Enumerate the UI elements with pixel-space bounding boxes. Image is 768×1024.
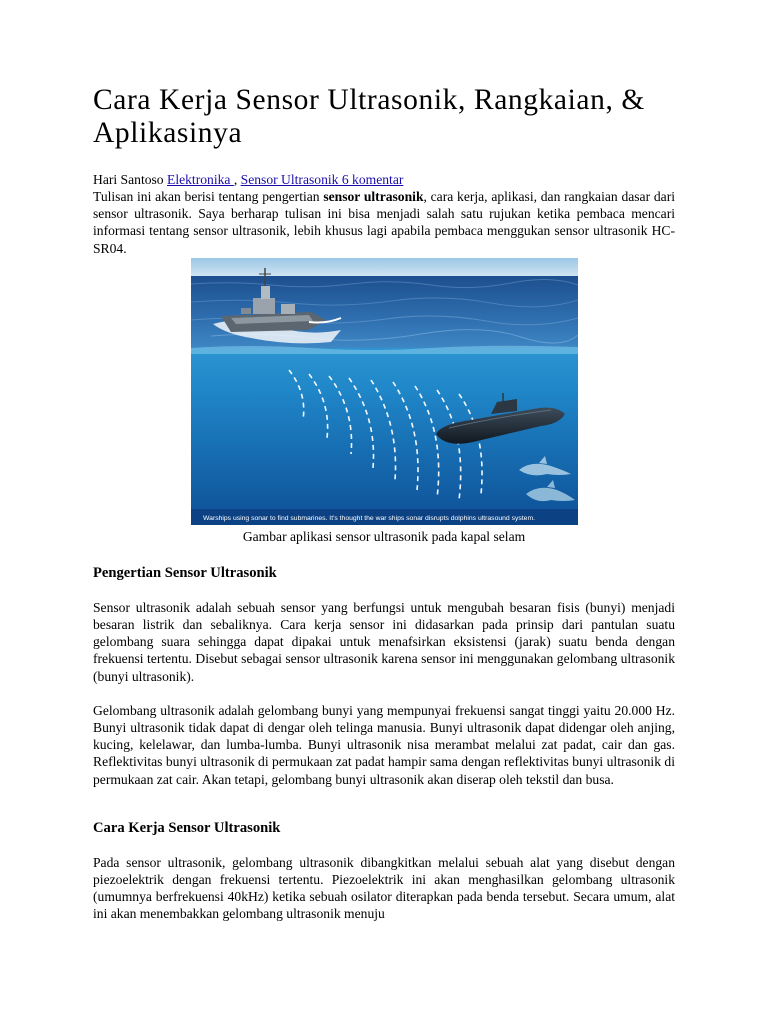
section-heading-pengertian: Pengertian Sensor Ultrasonik [93,564,277,581]
figure-caption: Gambar aplikasi sensor ultrasonik pada kapal selam [242,528,526,544]
intro-paragraph [93,188,675,257]
intro-text-end: , cara kerja, aplikasi, dan rangkaian dasar dari sensor ultrasonik. Saya berharap tulisan ini bisa menjadi salah satu rujukan ketika pembaca mencari informasi tentang sensor ultrasonik, lebih khusus lagi apabila pembaca menggukan sensor ultrasonik HC-SR04. [93,189,675,256]
paragraph-cara-kerja-1: Pada sensor ultrasonik, gelombang ultrasonik dibangkitkan melalui sebuah alat yang disebut dengan piezoelektrik dengan frekuensi tertentu. Piezoelektrik ini akan menghasilkan gelombang ultrasonik (umumnya berfrekuensi 40kHz) ketika sebuah osilator diterapkan pada benda tersebut. Secara umum, alat ini akan menembakkan gelombang ultrasonik menuju [93,854,675,922]
intro-bold-term: sensor ultrasonik [323,189,424,204]
article [93,84,675,923]
intro-text-start: Tulisan ini akan berisi tentang pengertian [93,189,324,204]
author-name: Hari Santoso [93,172,164,187]
category-link[interactable]: Elektronika [167,172,234,187]
paragraph-pengertian-2: Gelombang ultrasonik adalah gelombang bunyi yang mempunyai frekuensi sangat tinggi yaitu 20.000 Hz. Bunyi ultrasonik tidak dapat di dengar oleh telinga manusia. Bunyi ultrasonik dapat didengar oleh anjing, kucing, kelelawar, dan lumba-lumba. Bunyi ultrasonik nisa merambat melalui zat padat, cair dan gas. Reflektivitas bunyi ultrasonik di permukaan zat padat hampir sama dengan reflektivitas bunyi ultrasonik di permukaan zat cair. Akan tetapi, gelombang bunyi ultrasonik akan diserap oleh tekstil dan busa. [93,702,675,787]
article-title: Cara Kerja Sensor Ultrasonik, Rangkaian, & Aplikasinya [93,84,645,149]
byline-separator: , [233,172,238,187]
byline [93,171,675,188]
submarine-sonar-image [191,258,578,525]
section-heading-cara-kerja: Cara Kerja Sensor Ultrasonik [93,819,281,836]
image-overlay-text: Warships using sonar to find submarines. It's thought the war ships sonar disrupts dolphins ultrasound system. [202,514,535,522]
figure [93,258,675,545]
tag-comments-link[interactable]: Sensor Ultrasonik 6 komentar [240,172,404,187]
paragraph-pengertian-1: Sensor ultrasonik adalah sebuah sensor yang berfungsi untuk mengubah besaran fisis (bunyi) menjadi besaran listrik dan sebaliknya. Cara kerja sensor ini didasarkan pada prinsip dari pantulan suatu gelombang suara sehingga dapat dipakai untuk menafsirkan eksistensi (jarak) suatu benda dengan frekuensi tertentu. Disebut sebagai sensor ultrasonik karena sensor ini menggunakan gelombang ultrasonik (bunyi ultrasonik). [93,599,675,684]
